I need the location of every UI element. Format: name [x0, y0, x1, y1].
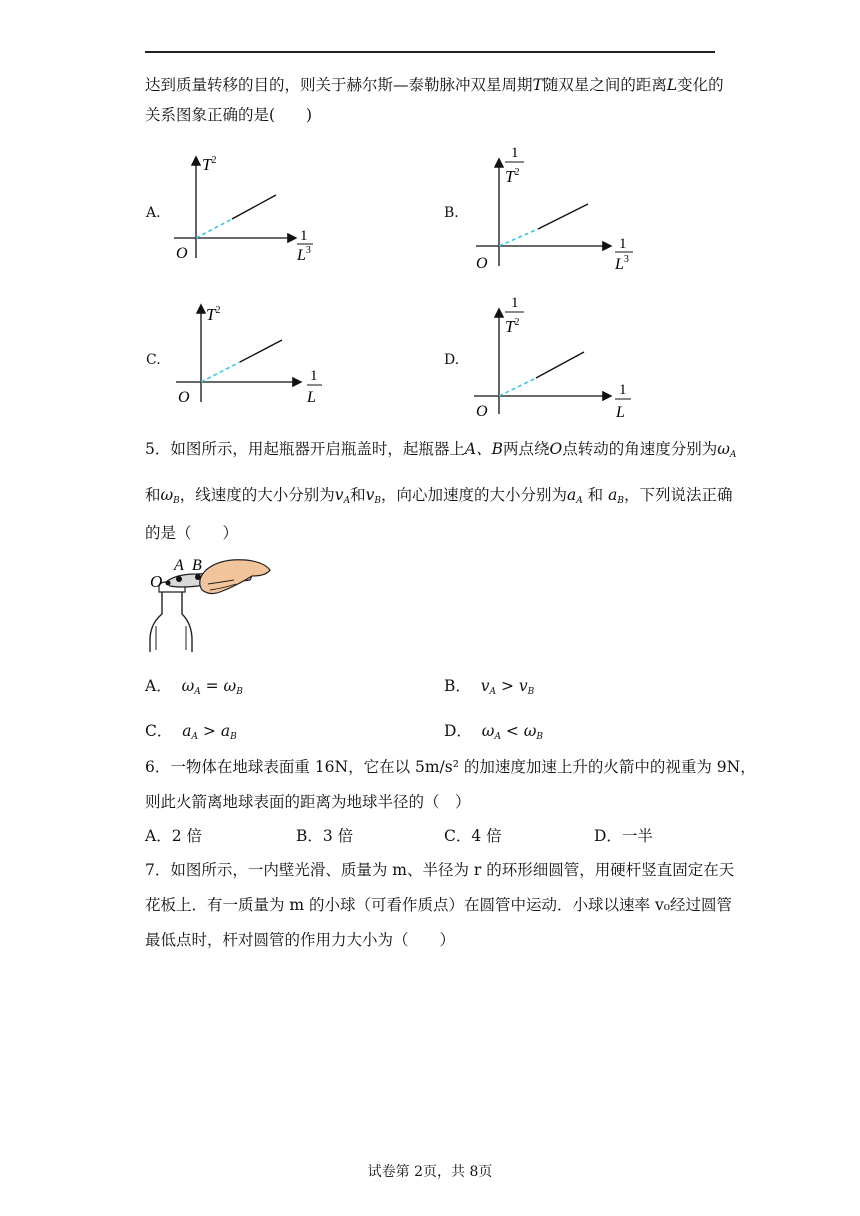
q5-line1: 5．如图所示，用起瓶器开启瓶盖时，起瓶器上A、B两点绕O点转动的角速度分别为$\omega_A$ — [145, 440, 737, 460]
y-axis-label-den: $T^2$ — [505, 317, 520, 336]
x-axis-label-num: 1 — [300, 228, 308, 244]
q4-line1: 达到质量转移的目的，则关于赫尔斯—泰勒脉冲双星周期T随双星之间的距离L变化的 — [145, 76, 724, 94]
q5-bottle-opener-figure — [146, 556, 276, 654]
x-axis-label-den: $L^3$ — [615, 254, 629, 273]
y-axis-label-num: 1 — [511, 295, 519, 311]
x-axis-label-num: 1 — [619, 382, 627, 398]
q6-option-d: D．一半 — [594, 827, 653, 845]
data-line — [538, 204, 588, 229]
q6-line2: 则此火箭离地球表面的距离为地球半径的（ ） — [145, 793, 471, 811]
x-axis-label-num: 1 — [310, 368, 318, 384]
label-b: B — [192, 557, 202, 574]
point-b — [195, 574, 201, 580]
extrapolation-dashed-line — [201, 362, 240, 382]
q7-line2: 花板上．有一质量为 m 的小球（可看作质点）在圆管中运动．小球以速率 v₀经过圆管 — [145, 896, 732, 914]
q6-option-a: A．2 倍 — [145, 827, 202, 845]
q4-option-a-label: A. — [146, 205, 161, 221]
hand — [200, 560, 270, 594]
q7-line1: 7．如图所示，一内壁光滑、质量为 m、半径为 r 的环形细圆管，用硬杆竖直固定在天 — [145, 861, 735, 879]
bottle-lines — [156, 626, 186, 650]
y-axis-label: $T^2$ — [206, 305, 221, 324]
q6-line1: 6．一物体在地球表面重 16N，它在以 5m/s² 的加速度加速上升的火箭中的视重为 9N， — [145, 758, 756, 776]
x-axis-label-den: $L^3$ — [297, 245, 311, 264]
y-axis-label-num: 1 — [511, 145, 519, 161]
label-o: O — [150, 572, 163, 591]
extrapolation-dashed-line — [499, 378, 536, 396]
origin-label: O — [476, 403, 488, 420]
header-rule — [145, 51, 715, 53]
q4-graph-a — [170, 148, 340, 266]
data-line — [536, 352, 584, 378]
q5-line2: 和$\omega_B$，线速度的大小分别为$v_A$和$v_B$，向心加速度的大小分别为$a_A$ 和 $a_B$，下列说法正确 — [145, 486, 733, 506]
y-axis-label-den: $T^2$ — [505, 167, 520, 186]
q4-option-d-label: D. — [444, 352, 460, 368]
q4-option-b-label: B. — [444, 205, 459, 221]
q7-line3: 最低点时，杆对圆管的作用力大小为（ ） — [145, 931, 456, 949]
q5-option-d: D． $\omega_A < \omega_B$ — [444, 722, 544, 742]
q4-line2: 关系图象正确的是( ) — [145, 106, 313, 124]
q5-line3: 的是（ ） — [145, 524, 239, 542]
point-a — [176, 576, 182, 582]
q4-option-c-label: C. — [146, 352, 161, 368]
origin-label: O — [476, 255, 488, 272]
q6-option-b: B．3 倍 — [296, 827, 354, 845]
y-axis-label: $T^2$ — [202, 155, 217, 174]
q5-option-a: A． $\omega_A = \omega_B$ — [145, 677, 243, 697]
extrapolation-dashed-line — [499, 229, 538, 246]
origin-label: O — [176, 245, 188, 262]
q5-option-b: B． $v_A > v_B$ — [444, 677, 535, 697]
x-axis-label-den: L — [307, 389, 316, 406]
q5-option-c: C． $a_A > a_B$ — [145, 722, 237, 742]
origin-label: O — [178, 389, 190, 406]
x-axis-label-den: L — [616, 404, 625, 421]
q4-graph-c — [170, 298, 340, 410]
extrapolation-dashed-line — [196, 219, 232, 238]
data-line — [240, 340, 282, 362]
q4-graph-b — [468, 142, 638, 276]
data-line — [232, 195, 276, 219]
x-axis-label-num: 1 — [619, 236, 627, 252]
q4-graph-d — [468, 292, 638, 422]
page-footer: 试卷第 2页，共 8页 — [367, 1164, 493, 1180]
q6-option-c: C．4 倍 — [444, 827, 502, 845]
point-o — [166, 581, 171, 586]
label-a: A — [174, 557, 184, 574]
